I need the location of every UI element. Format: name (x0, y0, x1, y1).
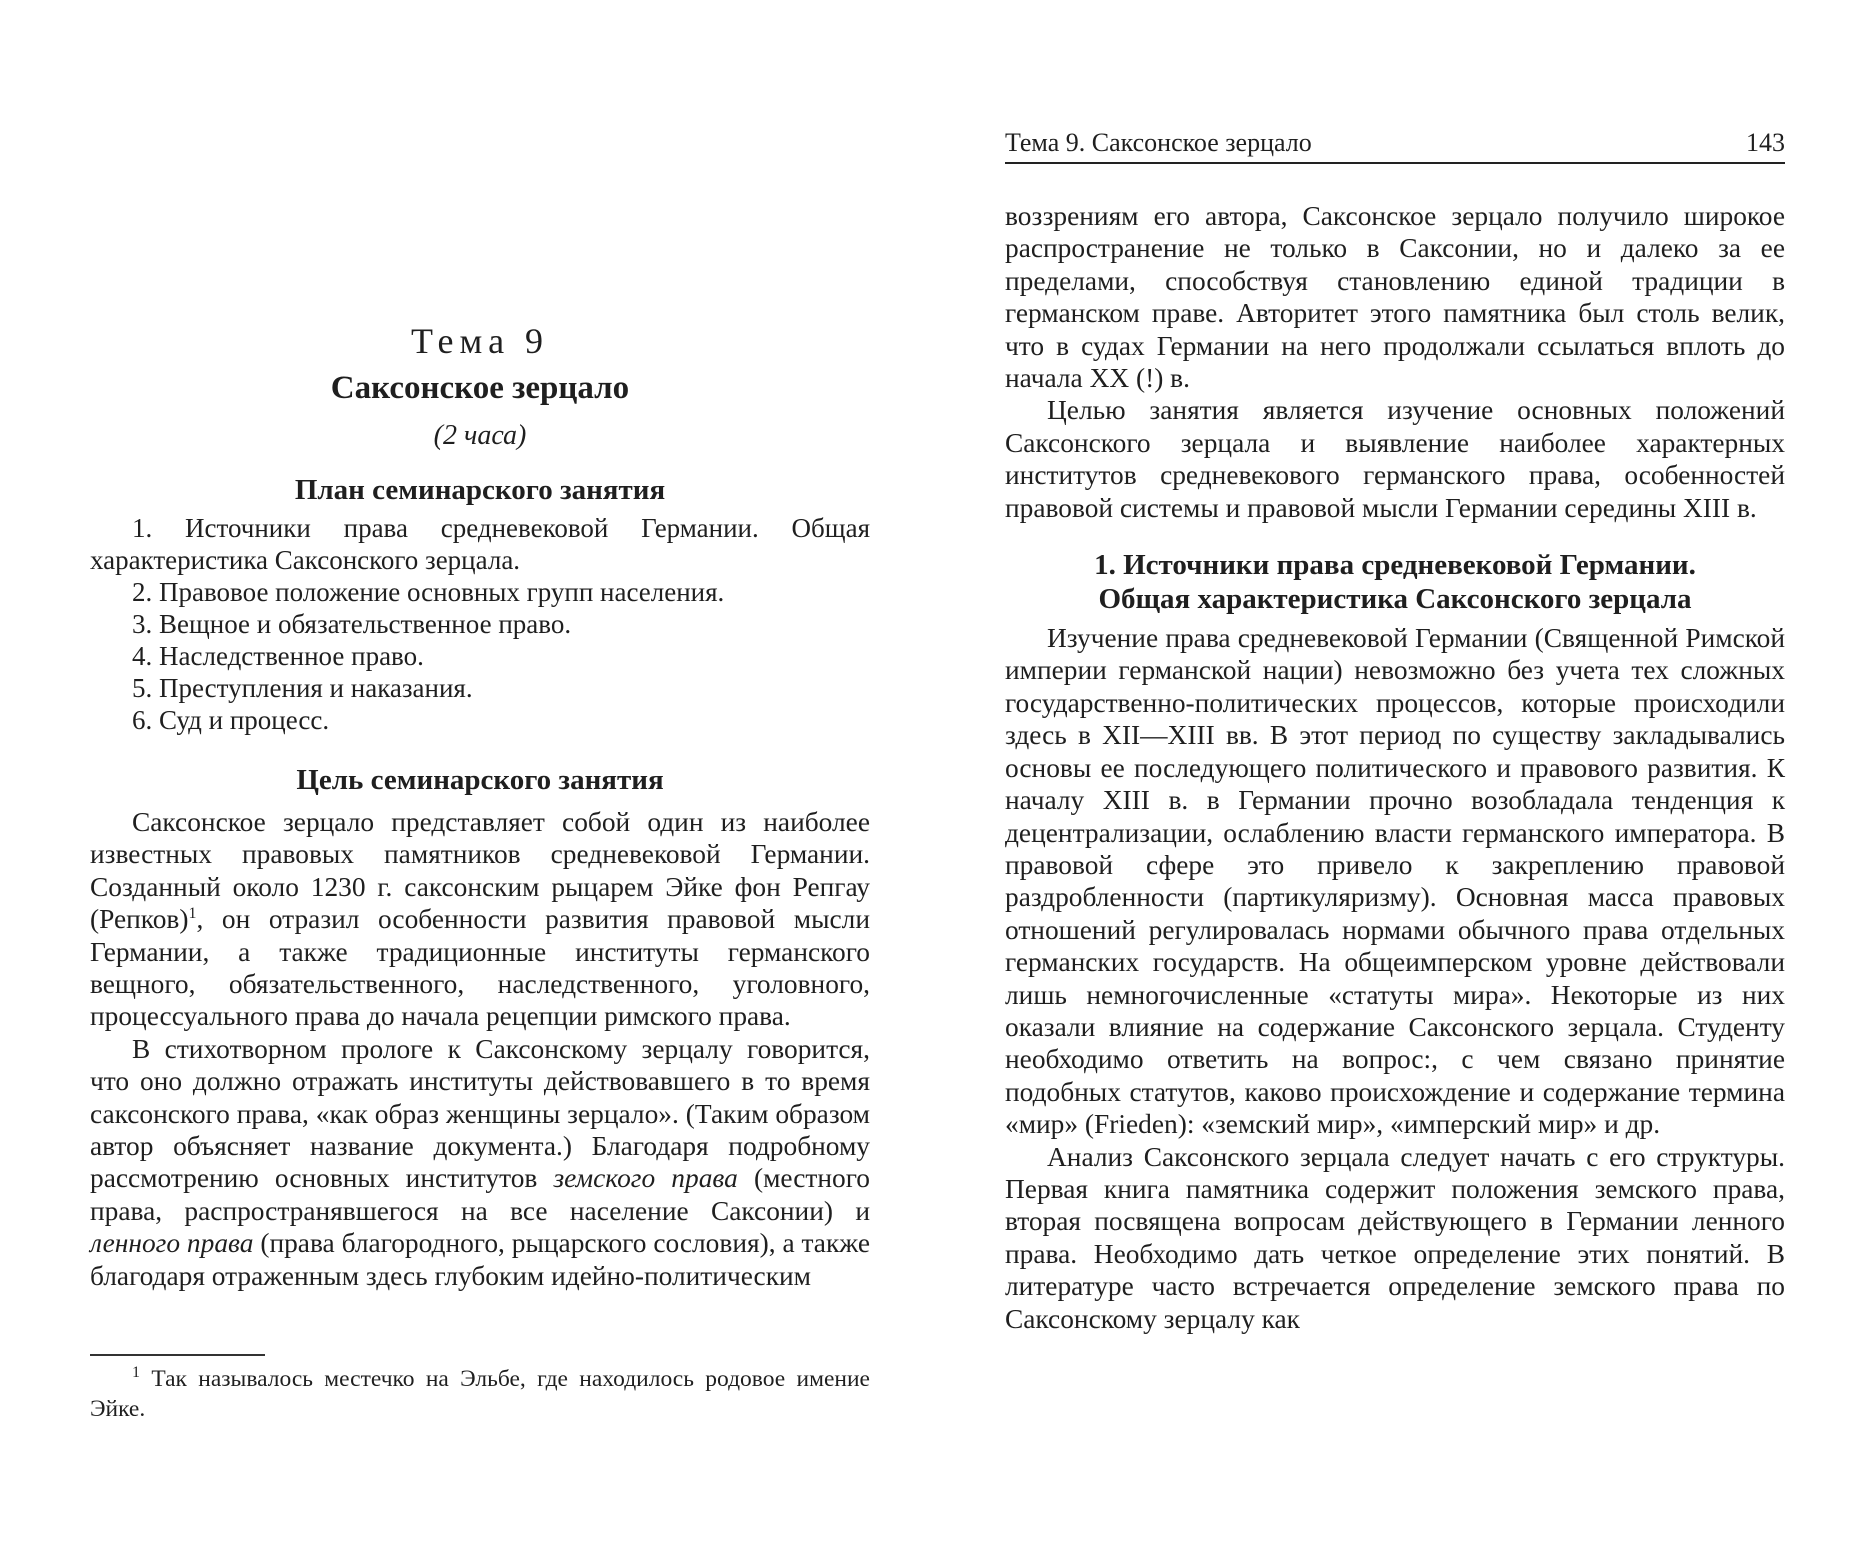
text-run: (местного права, распространявшегося на все население Саксонии) и (90, 1163, 870, 1226)
footnote (90, 1364, 870, 1424)
theme-title: Тема 9 (410, 321, 550, 361)
text-run: В стихотворном прологе к Саксонскому зерцалу говорится, что оно должно отражать институты действовавшего в то время саксонского права, «как образ женщины зерцало». (Таким образом автор объясняет название документа.) Благодаря подробному рассмотрению основных институтов (90, 1033, 870, 1194)
plan-item: 6. Суд и процесс. (132, 705, 330, 735)
theme-hours: (2 часа) (433, 420, 527, 451)
theme-name: Саксонское зерцало (330, 370, 630, 406)
page-number: 143 (1746, 128, 1785, 157)
continued-paragraph: воззрениям его автора, Саксонское зерцало получило широкое распространение не только в Саксонии, но и далеко за ее пределами, способствуя становлению единой традиции в германском праве. Авторитет этого памятника был столь велик, что в судах Германии на него продолжали ссылаться вплоть до начала XX (!) в. (1005, 201, 1785, 394)
goal-paragraph: Целью занятия является изучение основных положений Саксонского зерцала и выявление наиболее характерных институтов средневекового германского права, особенностей правовой системы и правовой мысли Германии середины XIII в. (1005, 395, 1785, 523)
footnote-text: Так называлось местечко на Эльбе, где находилось родовое имение Эйке. (90, 1366, 870, 1422)
plan-item: 1. Источники права средневековой Германии. Общая характеристика Саксонского зерцала. (90, 513, 870, 575)
section-1-heading-line-2: Общая характеристика Саксонского зерцала (1098, 583, 1692, 616)
plan-item: 5. Преступления и наказания. (132, 673, 473, 703)
footnote-divider (90, 1354, 265, 1356)
text-run: , он отразил особенности развития правовой мысли Германии, а также традиционные институты германского вещного, обязательственного, наследственного, уголовного, процессуального права до начала рецепции римского права. (90, 904, 870, 1032)
right-body (1005, 200, 1785, 1335)
plan-list (90, 512, 870, 736)
text-run: Саксонское зерцало представляет собой один из наиболее известных правовых памятников средневековой Германии. Созданный около 1230 г. саксонским рыцарем Эйке фон Репгау (Репков) (90, 807, 870, 935)
plan-item: 2. Правовое положение основных групп населения. (132, 577, 725, 607)
emphasis-term: ленного права (90, 1228, 254, 1259)
analysis-paragraph: Анализ Саксонского зерцала следует начать с его структуры. Первая книга памятника содержит положения земского права, вторая посвящена вопросам действующего в Германии ленного права. Необходимо дать четкое определение этих понятий. В литературе часто встречается определение земского права по Саксонскому зерцалу как (1005, 1141, 1785, 1334)
plan-item: 3. Вещное и обязательственное право. (132, 609, 572, 639)
section-1-heading-line-1: 1. Источники права средневековой Германии. (1094, 549, 1696, 582)
running-head-title: Тема 9. Саксонское зерцало (1005, 128, 1312, 157)
text-run: (права благородного, рыцарского сословия), а также благодаря отраженным здесь глубоким идейно-политическим (90, 1228, 870, 1291)
study-paragraph: Изучение права средневековой Германии (Священной Римской империи германской нации) невозможно без учета тех сложных государственно-политических процессов, которые происходили здесь в XII—XIII вв. В этот период по существу закладывались основы ее последующего политического и правового развития. К началу XIII в. в Германии прочно возобладала тенденция к децентрализации, ослаблению власти германского императора. В правовой сфере это привело к закреплению правовой раздробленности (партикуляризму). Основная масса правовых отношений регулировалась нормами обычного права отдельных германских государств. На общеимперском уровне действовали лишь немногочисленные «статуты мира». Некоторые из них оказали влияние на содержание Саксонского зерцала. Студенту необходимо ответить на вопрос:, с чем связано принятие подобных статутов, каково происхождение и содержание термина «мир» (Frieden): «земский мир», «имперский мир» и др. (1005, 623, 1785, 1140)
footnote-ref: 1 (188, 905, 197, 923)
goal-body (90, 806, 870, 1292)
emphasis-term: земского права (553, 1163, 738, 1194)
goal-paragraph-2 (90, 1033, 870, 1292)
running-head (1005, 128, 1785, 164)
plan-item: 4. Наследственное право. (132, 641, 424, 671)
goal-heading: Цель семинарского занятия (296, 764, 664, 796)
plan-heading: План семинарского занятия (294, 474, 666, 506)
footnote-marker: 1 (132, 1364, 140, 1382)
goal-paragraph-1 (90, 806, 870, 1033)
section-1-heading (1005, 548, 1785, 616)
